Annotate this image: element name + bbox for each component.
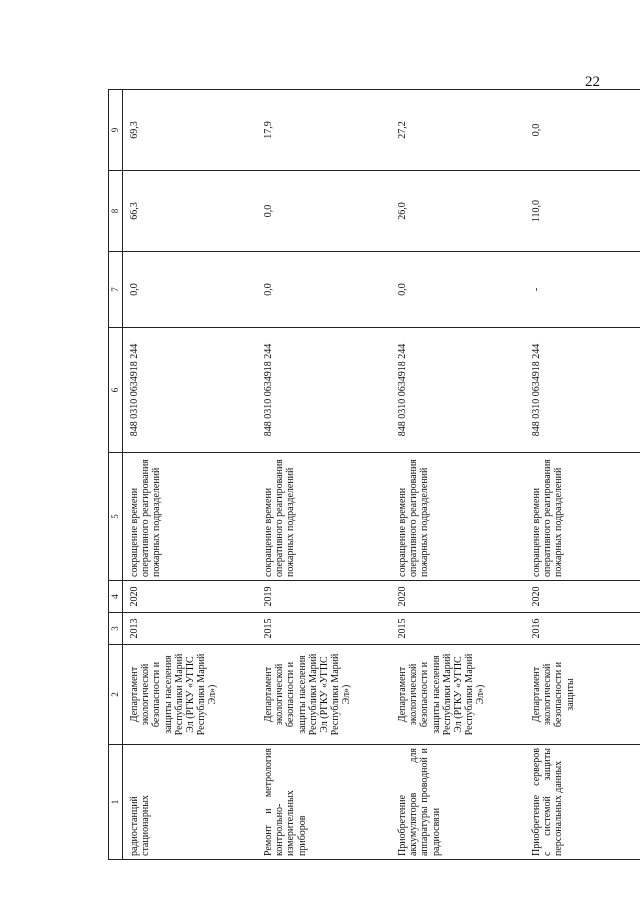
column-number: 8 <box>109 171 123 252</box>
column-number: 5 <box>109 453 123 581</box>
end-year-cell: 2019 <box>257 581 391 613</box>
column-number: 3 <box>109 613 123 645</box>
budget-code-cell: 848 0310 0634918 244 <box>257 328 391 453</box>
value-col9-cell: 0,0 <box>525 90 640 171</box>
column-number: 4 <box>109 581 123 613</box>
value-col9-cell: 17,9 <box>257 90 391 171</box>
column-number-row <box>109 90 123 860</box>
start-year-cell: 2013 <box>123 613 258 645</box>
end-year-cell: 2020 <box>525 581 640 613</box>
executor-cell: Департамент экологической безопасности и защиты населения Республики Марий Эл (РГКУ «УГПС Республики Марий Эл») <box>391 645 525 745</box>
start-year-cell: 2015 <box>257 613 391 645</box>
column-number: 2 <box>109 645 123 745</box>
page-number: 22 <box>585 74 600 90</box>
budget-code-cell: 848 0310 0634918 244 <box>123 328 258 453</box>
start-year-cell: 2015 <box>391 613 525 645</box>
value-col8-cell: 0,0 <box>257 171 391 252</box>
rotated-table-container <box>108 90 576 860</box>
start-year-cell: 2016 <box>525 613 640 645</box>
measure-name-cell: Приобретение серверов с системой защиты персональных данных <box>525 745 640 860</box>
value-col8-cell: 110,0 <box>525 171 640 252</box>
column-number: 6 <box>109 328 123 453</box>
column-number: 9 <box>109 90 123 171</box>
end-year-cell: 2020 <box>391 581 525 613</box>
end-year-cell: 2020 <box>123 581 258 613</box>
expected-result-cell: сокращение времени оперативного реагирования пожарных подразделений <box>525 453 640 581</box>
value-col7-cell: 0,0 <box>391 252 525 328</box>
value-col8-cell: 66,3 <box>123 171 258 252</box>
executor-cell: Департамент экологической безопасности и защиты населения Республики Марий Эл (РГКУ «УГПС Республики Марий Эл») <box>257 645 391 745</box>
executor-cell: Департамент экологической безопасности и защиты <box>525 645 640 745</box>
value-col9-cell: 27,2 <box>391 90 525 171</box>
executor-cell: Департамент экологической безопасности и защиты населения Республики Марий Эл (РГКУ «УГПС Республики Марий Эл») <box>123 645 258 745</box>
expected-result-cell: сокращение времени оперативного реагирования пожарных подразделений <box>257 453 391 581</box>
value-col8-cell: 26,0 <box>391 171 525 252</box>
table-row <box>391 90 525 860</box>
table-row <box>525 90 640 860</box>
table-row <box>123 90 258 860</box>
measure-name-cell: радиостанций стационарных <box>123 745 258 860</box>
expected-result-cell: сокращение времени оперативного реагирования пожарных подразделений <box>391 453 525 581</box>
value-col7-cell: 0,0 <box>123 252 258 328</box>
budget-code-cell: 848 0310 0634918 244 <box>391 328 525 453</box>
program-measures-table <box>108 89 640 860</box>
expected-result-cell: сокращение времени оперативного реагирования пожарных подразделений <box>123 453 258 581</box>
value-col7-cell: - <box>525 252 640 328</box>
budget-code-cell: 848 0310 0634918 244 <box>525 328 640 453</box>
value-col9-cell: 69,3 <box>123 90 258 171</box>
column-number: 7 <box>109 252 123 328</box>
measure-name-cell: Ремонт и метрология контрольно-измерительных приборов <box>257 745 391 860</box>
value-col7-cell: 0,0 <box>257 252 391 328</box>
column-number: 1 <box>109 745 123 860</box>
table-row <box>257 90 391 860</box>
measure-name-cell: Приобретение аккумуляторов для аппаратуры проводной и радиосвязи <box>391 745 525 860</box>
